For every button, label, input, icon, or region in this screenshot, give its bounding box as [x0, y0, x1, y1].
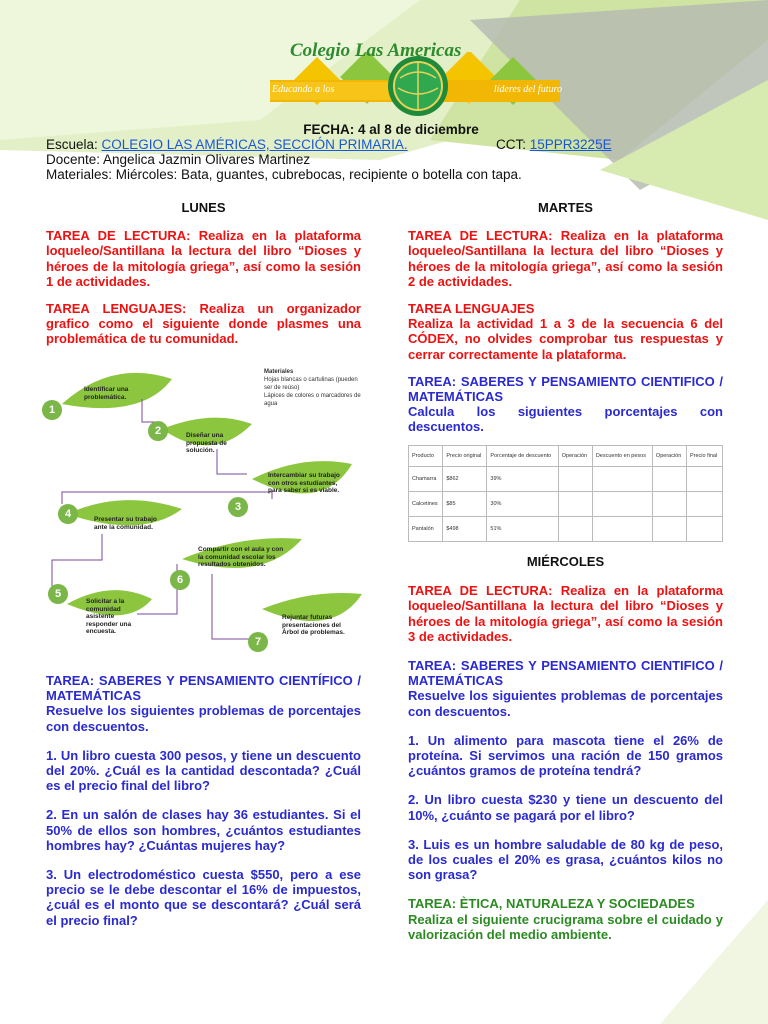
school-name: Colegio Las Americas [290, 40, 462, 61]
cct-label: CCT: [496, 137, 526, 152]
step-3: Intercambiar su trabajo con otros estudiantes, para saber si es viable. [268, 472, 340, 494]
motto-right: líderes del futuro [493, 84, 562, 95]
table-cell [558, 492, 592, 517]
table-cell: Chamarra [409, 467, 443, 492]
step-number-5: 5 [48, 584, 68, 604]
wednesday-problem-2: 2. Un libro cuesta $230 y tiene un descuento del 10%, ¿cuánto se pagará por el libro? [408, 792, 723, 823]
table-cell [592, 517, 652, 542]
wednesday-reading-task: TAREA DE LECTURA: Realiza en la plataforma loqueleo/Santillana la lectura del libro “Dioses y héroes de la mitología griega”, así como la sesión 3 de actividades. [408, 583, 723, 644]
info-block [46, 122, 736, 182]
materials-box [264, 368, 364, 408]
step-number-6: 6 [170, 570, 190, 590]
step-4: Presentar su trabajo ante la comunidad. [94, 516, 157, 531]
tuesday-math-intro: Calcula los siguientes porcentajes con descuentos. [408, 404, 723, 435]
table-header-row [409, 446, 723, 467]
table-cell: $85 [443, 492, 487, 517]
table-row [409, 517, 723, 542]
table-cell [686, 517, 722, 542]
tuesday-reading-task: TAREA DE LECTURA: Realiza en la plataforma loqueleo/Santillana la lectura del libro “Dioses y héroes de la mitología griega”, así como la sesión 2 de actividades. [408, 228, 723, 289]
discount-table [408, 445, 723, 542]
tuesday-math-title: TAREA: SABERES Y PENSAMIENTO CIENTIFICO / MATEMÁTICAS [408, 373, 723, 405]
wednesday-title: MIÉRCOLES [526, 554, 605, 569]
table-cell: 30% [487, 492, 558, 517]
school-motto [272, 84, 562, 95]
school-label: Escuela: [46, 137, 98, 152]
table-cell [592, 492, 652, 517]
table-header: Producto [409, 446, 443, 467]
table-cell [558, 467, 592, 492]
table-row [409, 467, 723, 492]
step-2: Diseñar una propuesta de solución. [186, 432, 227, 454]
tuesday-language-task: Realiza la actividad 1 a 3 de la secuencia 6 del CÓDEX, no olvides comprobar tus respuestas y cerrar correctamente la plataforma. [408, 316, 723, 362]
table-header: Precio original [443, 446, 487, 467]
tuesday-language-title: TAREA LENGUAJES [408, 301, 535, 317]
step-1: Identificar una problemática. [84, 386, 129, 401]
table-cell: 51% [487, 517, 558, 542]
header [0, 0, 768, 130]
table-cell [592, 467, 652, 492]
school-line [46, 137, 736, 152]
step-number-1: 1 [42, 400, 62, 420]
wednesday-problem-1: 1. Un alimento para mascota tiene el 26% de proteína. Si servimos una ración de 150 gramos ¿cuántos gramos de proteína tendrá? [408, 732, 723, 779]
monday-reading-task: TAREA DE LECTURA: Realiza en la plataforma loqueleo/Santillana la lectura del libro “Dioses y héroes de la mitología griega”, así como la sesión 1 de actividades. [46, 228, 361, 289]
table-cell: Calcetines [409, 492, 443, 517]
table-cell [686, 492, 722, 517]
table-cell: 39% [487, 467, 558, 492]
organizer-diagram [42, 364, 372, 660]
monday-problem-3: 3. Un electrodoméstico cuesta $550, pero a ese precio se le debe descontar el 16% de impuestos, ¿cuál es el monto que se descontará? ¿Cuál será el precio final? [46, 867, 361, 928]
table-header: Operación [558, 446, 592, 467]
monday-language-task: TAREA LENGUAJES: Realiza un organizador grafico como el siguiente donde plasmes una problemática de tu comunidad. [46, 301, 361, 347]
monday-math-title: TAREA: SABERES Y PENSAMIENTO CIENTÍFICO / MATEMÁTICAS [46, 673, 361, 704]
monday-problem-1: 1. Un libro cuesta 300 pesos, y tiene un descuento del 20%. ¿Cuál es la cantidad descontada? ¿Cuál es el precio final del libro? [46, 747, 361, 794]
monday-column [46, 200, 361, 347]
wednesday-math-intro: Resuelve los siguientes problemas de porcentajes con descuentos. [408, 688, 723, 719]
step-7: Rejuntar futuras presentaciones del Árbol de problemas. [282, 614, 345, 636]
wednesday-problem-3: 3. Luis es un hombre saludable de 80 kg de peso, de los cuales el 20% es grasa, ¿cuántos kilos no son grasa? [408, 836, 723, 883]
monday-math-intro: Resuelve los siguientes problemas de porcentajes con descuentos. [46, 703, 361, 734]
table-cell [652, 467, 686, 492]
cct-field [496, 137, 612, 152]
step-number-7: 7 [248, 632, 268, 652]
materials-line: Materiales: Miércoles: Bata, guantes, cubrebocas, recipiente o botella con tapa. [46, 167, 522, 182]
cct-link[interactable]: 15PPR3225E [529, 137, 612, 152]
table-cell: Pantalón [409, 517, 443, 542]
table-row [409, 492, 723, 517]
table-cell [652, 517, 686, 542]
table-header: Precio final [686, 446, 722, 467]
materials-item-2: Lápices de colores o marcadores de agua [264, 393, 361, 407]
wednesday-column [408, 554, 723, 942]
monday-title: LUNES [181, 200, 226, 215]
table-cell [652, 492, 686, 517]
step-5: Solicitar a la comunidad asistente responder una encuesta. [86, 598, 132, 635]
tuesday-title: MARTES [538, 200, 593, 215]
motto-left: Educando a los [272, 84, 335, 95]
table-cell: $862 [443, 467, 487, 492]
teacher-line: Docente: Angelica Jazmin Olivares Martinez [46, 152, 311, 167]
table-cell: $498 [443, 517, 487, 542]
wednesday-ethics-title: TAREA: ÈTICA, NATURALEZA Y SOCIEDADES [408, 896, 695, 912]
school-link[interactable]: COLEGIO LAS AMÉRICAS, SECCIÓN PRIMARIA. [101, 137, 408, 152]
table-header: Porcentaje de descuento [487, 446, 558, 467]
step-number-3: 3 [228, 497, 248, 517]
step-number-2: 2 [148, 421, 168, 441]
monday-problem-2: 2. En un salón de clases hay 36 estudiantes. Si el 50% de ellos son hombres, ¿cuántos estudiantes hombres hay? ¿Cuántas mujeres hay? [46, 807, 361, 853]
materials-item-1: Hojas blancas o cartulinas (pueden ser de reúso) [264, 377, 358, 391]
table-header: Operación [652, 446, 686, 467]
table-header: Descuento en pesos [592, 446, 652, 467]
date-line: FECHA: 4 al 8 de diciembre [303, 122, 479, 137]
step-6: Compartir con el aula y con la comunidad escolar los resultados obtenidos. [198, 546, 284, 568]
tuesday-column [408, 200, 723, 435]
wednesday-ethics-task: Realiza el siguiente crucigrama sobre el cuidado y valorización del medio ambiente. [408, 911, 723, 942]
step-number-4: 4 [58, 504, 78, 524]
table-cell [686, 467, 722, 492]
table-cell [558, 517, 592, 542]
wednesday-math-title: TAREA: SABERES Y PENSAMIENTO CIENTIFICO / MATEMÁTICAS [408, 658, 723, 689]
materials-box-title: Materiales [264, 369, 294, 375]
monday-math-section [46, 673, 361, 928]
